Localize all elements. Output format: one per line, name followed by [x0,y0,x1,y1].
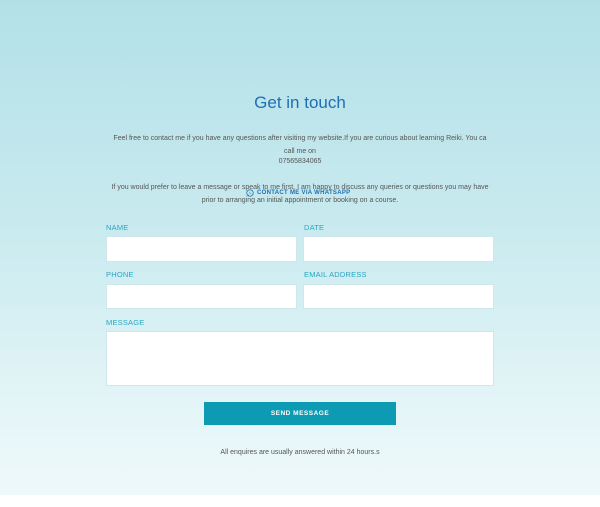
phone-label: PHONE [106,270,134,279]
message-field[interactable] [107,332,493,385]
date-field-wrapper [303,236,494,262]
phone-number: 07565834065 [278,158,322,165]
whatsapp-label: CONTACT ME VIA WHATSAPP [257,190,351,196]
name-field-wrapper [106,236,297,262]
intro-line-2: call me on [284,147,316,155]
message-note: If you would prefer to leave a message or speak to me first, I am happy to discuss any queries or questions you may have prior to arranging an initial appointment or booking on a course. [111,184,489,204]
email-field[interactable] [304,285,493,308]
date-label: DATE [304,223,325,232]
email-field-wrapper [303,284,494,309]
intro-line-1: Feel free to contact me if you have any questions after visiting my website.If you are curious about learning Reiki. You ca [113,135,487,142]
intro-text [106,133,494,158]
whatsapp-link[interactable] [246,188,350,198]
message-field-wrapper [106,331,494,386]
phone-field[interactable] [107,285,296,308]
response-time-note: All enquires are usually answered within 24 hours.s [220,449,380,456]
date-field[interactable] [304,237,493,261]
name-field[interactable] [107,237,296,261]
phone-field-wrapper [106,284,297,309]
name-label: NAME [106,223,129,232]
send-message-button[interactable]: SEND MESSAGE [204,402,396,425]
whatsapp-icon [246,189,254,197]
message-label: MESSAGE [106,318,145,327]
email-label: EMAIL ADDRESS [304,270,367,279]
page-title: Get in touch [254,93,346,112]
